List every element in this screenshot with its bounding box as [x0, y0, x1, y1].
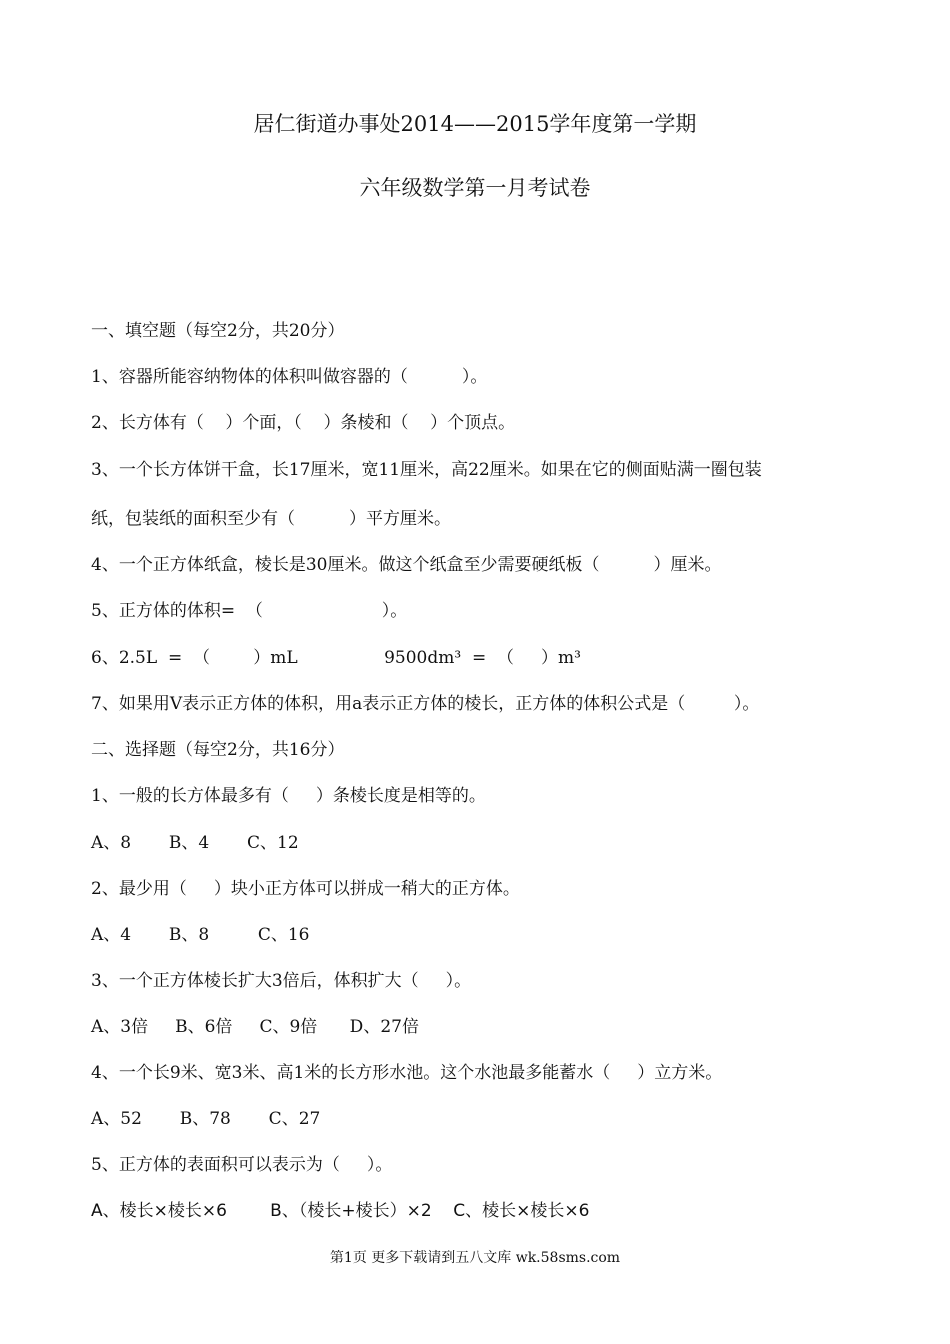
choice-question-2: 2、最少用（ ）块小正方体可以拼成一稍大的正方体。: [91, 879, 520, 899]
choice-question-5: 5、正方体的表面积可以表示为（ ）。: [91, 1155, 393, 1175]
page-subtitle: 六年级数学第一月考试卷: [359, 176, 591, 200]
choice-question-4-options: A、52 B、78 C、27: [91, 1109, 321, 1129]
choice-question-1: 1、一般的长方体最多有（ ）条棱长度是相等的。: [91, 786, 486, 806]
choice-question-2-options: A、4 B、8 C、16: [91, 925, 310, 945]
choice-question-4: 4、一个长9米、宽3米、高1米的长方形水池。这个水池最多能蓄水（ ）立方米。: [91, 1063, 723, 1083]
fill-question-3: 3、一个长方体饼干盒，长17厘米，宽11厘米，高22厘米。如果在它的侧面贴满一圈包装: [91, 460, 762, 480]
choice-question-3: 3、一个正方体棱长扩大3倍后，体积扩大（ ）。: [91, 971, 472, 991]
fill-question-5: 5、正方体的体积= （ ）。: [91, 601, 408, 621]
fill-question-2: 2、长方体有（ ）个面，（ ）条棱和（ ）个顶点。: [91, 413, 516, 433]
fill-question-6: 6、2.5L = （ ）mL 9500dm³ = （ ）m³: [91, 648, 581, 668]
choice-section-heading: 二、选择题（每空2分，共16分）: [91, 740, 345, 760]
fill-section-heading: 一、填空题（每空2分，共20分）: [91, 321, 345, 341]
page-footer: 第1页 更多下载请到五八文库 wk.58sms.com: [329, 1250, 621, 1266]
choice-question-1-options: A、8 B、4 C、12: [91, 833, 299, 853]
fill-question-1: 1、容器所能容纳物体的体积叫做容器的（ ）。: [91, 367, 488, 387]
choice-question-3-options: A、3倍 B、6倍 C、9倍 D、27倍: [91, 1017, 419, 1037]
choice-question-5-options: A、棱长×棱长×6 B、（棱长+棱长）×2 C、棱长×棱长×6: [91, 1201, 590, 1221]
fill-question-3-continued: 纸，包装纸的面积至少有（ ）平方厘米。: [91, 509, 452, 529]
page-title: 居仁街道办事处2014——2015学年度第一学期: [253, 112, 697, 136]
fill-question-4: 4、一个正方体纸盒，棱长是30厘米。做这个纸盒至少需要硬纸板（ ）厘米。: [91, 555, 722, 575]
fill-question-7: 7、如果用V表示正方体的体积，用a表示正方体的棱长，正方体的体积公式是（ ）。: [91, 694, 760, 714]
